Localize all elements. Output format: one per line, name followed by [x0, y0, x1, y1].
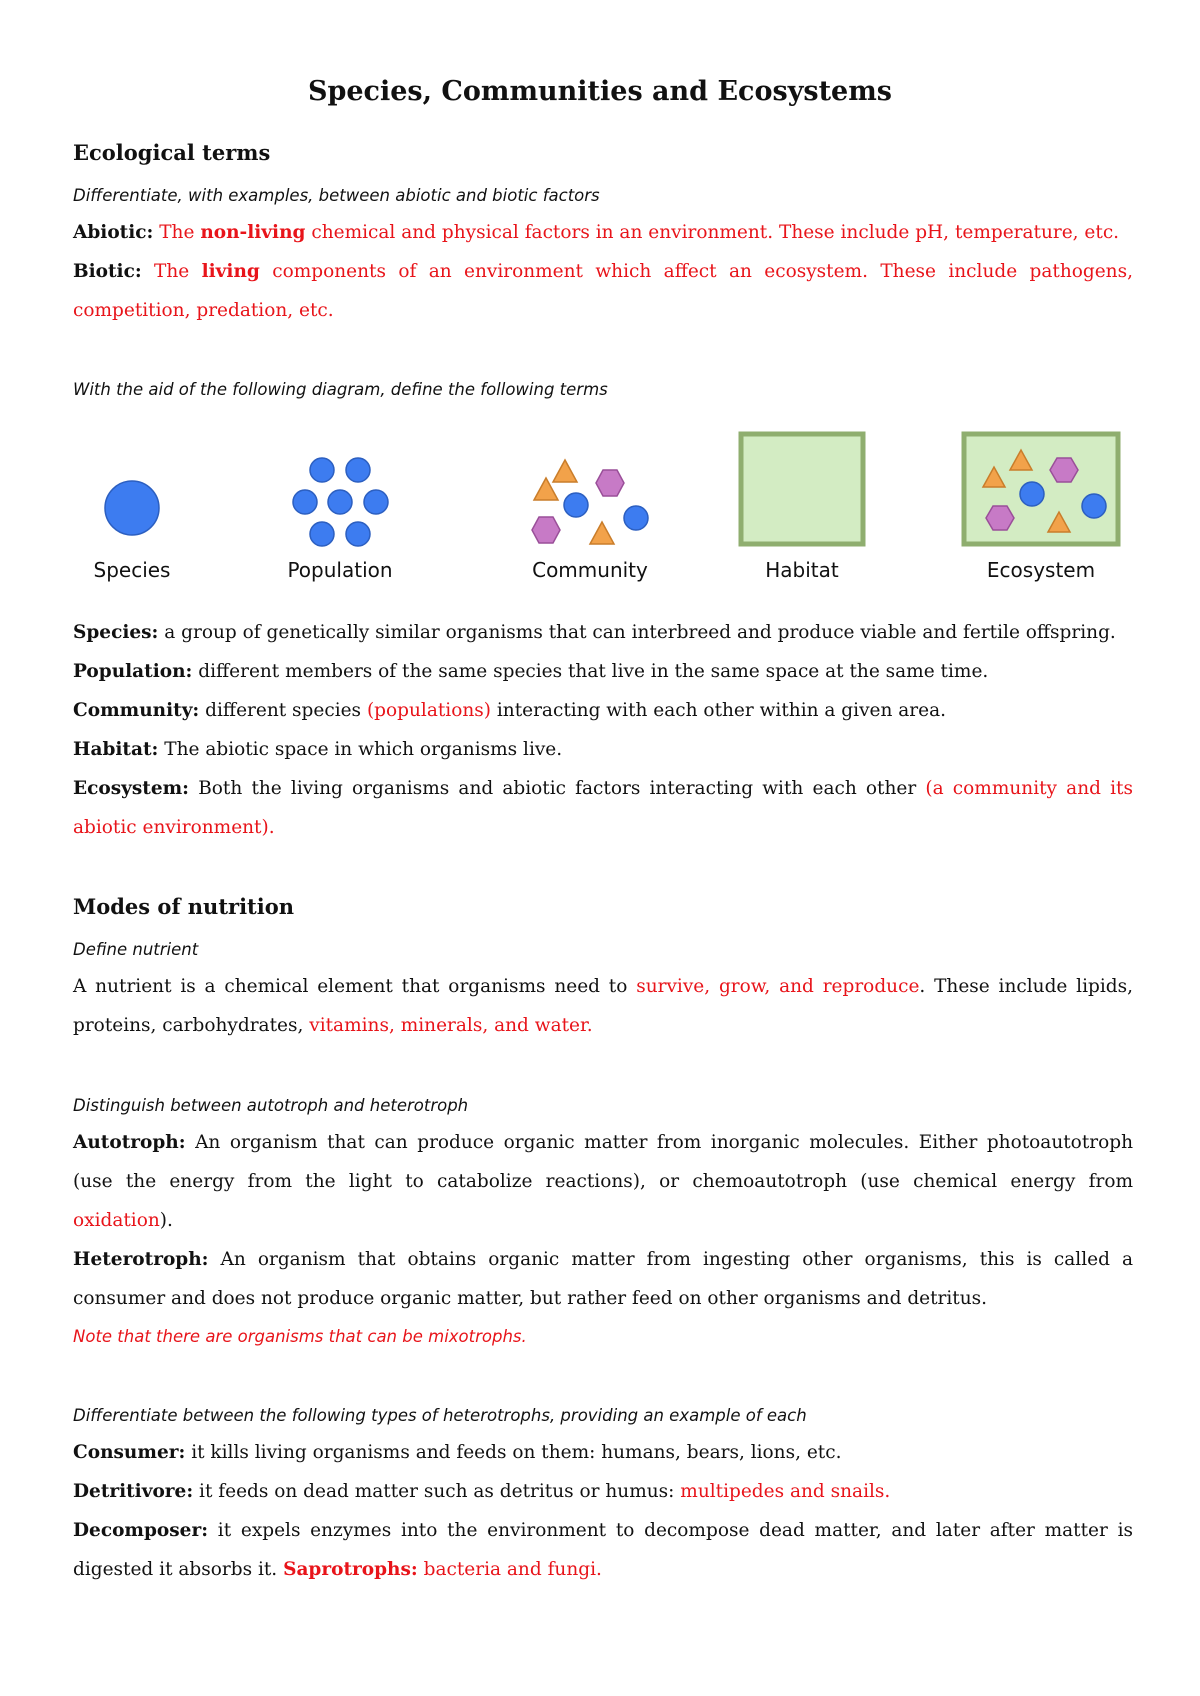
- species-label: Species:: [73, 622, 159, 643]
- biotic-text-a: The: [154, 261, 190, 282]
- question-abiotic-biotic: Differentiate, with examples, between abiotic and biotic factors: [73, 186, 600, 205]
- autotroph-definition-line3: [73, 1210, 1133, 1231]
- abiotic-text-a: The: [159, 222, 195, 243]
- ecosystem-text-a: Both the living organisms and abiotic factors interacting with each other: [198, 778, 917, 799]
- autotroph-definition: [73, 1132, 1133, 1153]
- habitat-box: [741, 434, 863, 544]
- autotroph-definition-line2: (use the energy from the light to catabolize reactions), or chemoautotroph (use chemical energy from: [73, 1171, 1133, 1192]
- abiotic-text-c: chemical and physical factors in an environment. These include pH, temperature, etc.: [311, 222, 1120, 243]
- heading-modes-of-nutrition: Modes of nutrition: [73, 894, 295, 919]
- detritivore-definition: [73, 1481, 1133, 1502]
- autotroph-end: ).: [159, 1210, 173, 1231]
- consumer-label: Consumer:: [73, 1442, 186, 1463]
- nutrient-definition-cont: [73, 1015, 1133, 1036]
- diagram-label-species: Species: [93, 558, 171, 582]
- consumer-definition: [73, 1442, 1133, 1463]
- habitat-definition: [73, 739, 1133, 760]
- autotroph-oxidation: oxidation: [73, 1210, 160, 1231]
- species-definition: [73, 622, 1133, 643]
- autotroph-label: Autotroph:: [73, 1132, 186, 1153]
- detritivore-label: Detritivore:: [73, 1481, 194, 1502]
- population-definition: [73, 661, 1133, 682]
- ecosystem-text-b: (a community and its: [925, 778, 1133, 799]
- decomposer-label: Decomposer:: [73, 1520, 209, 1541]
- question-autotroph-heterotroph: Distinguish between autotroph and heterotroph: [73, 1096, 469, 1115]
- community-text-b: (populations): [366, 700, 491, 721]
- decomposer-definition: [73, 1520, 1133, 1541]
- autotroph-text-a: An organism that can produce organic matter from inorganic molecules. Either photoautotroph: [195, 1132, 1133, 1153]
- abiotic-text-b: non-living: [200, 222, 306, 243]
- ecosystem-definition-cont: abiotic environment).: [73, 817, 275, 838]
- heading-ecological-terms: Ecological terms: [73, 140, 271, 165]
- nutrient-text-b: survive, grow, and reproduce: [636, 976, 920, 997]
- detritivore-examples: multipedes and snails.: [680, 1481, 891, 1502]
- heterotroph-definition: [73, 1249, 1133, 1270]
- question-heterotroph-types: Differentiate between the following types of heterotrophs, providing an example of each: [73, 1406, 807, 1425]
- abiotic-label: Abiotic:: [73, 222, 154, 243]
- diagram-label-community: Community: [532, 558, 648, 582]
- decomposer-definition-line2: [73, 1559, 1133, 1580]
- detritivore-text: it feeds on dead matter such as detritus or humus:: [199, 1481, 675, 1502]
- community-shapes: [532, 460, 648, 544]
- nutrient-definition: [73, 976, 1133, 997]
- heterotroph-text-a: An organism that obtains organic matter from ingesting other organisms, this is called a: [220, 1249, 1133, 1270]
- species-circle: [105, 481, 159, 535]
- nutrient-text-c: . These include lipids,: [919, 976, 1133, 997]
- population-label: Population:: [73, 661, 193, 682]
- biotic-definition-cont: competition, predation, etc.: [73, 300, 334, 321]
- population-text: different members of the same species that live in the same space at the same time.: [198, 661, 989, 682]
- question-diagram: With the aid of the following diagram, define the following terms: [73, 380, 608, 399]
- saprotrophs-examples: bacteria and fungi.: [423, 1559, 602, 1580]
- community-text-c: interacting with each other within a given area.: [496, 700, 946, 721]
- diagram-label-ecosystem: Ecosystem: [986, 558, 1096, 582]
- community-text-a: different species: [205, 700, 362, 721]
- habitat-label: Habitat:: [73, 739, 159, 760]
- community-label: Community:: [73, 700, 200, 721]
- consumer-text: it kills living organisms and feeds on them: humans, bears, lions, etc.: [191, 1442, 842, 1463]
- mixotroph-note: Note that there are organisms that can be mixotrophs.: [73, 1327, 527, 1346]
- question-define-nutrient: Define nutrient: [73, 940, 199, 959]
- nutrient-text-e: vitamins, minerals, and water.: [309, 1015, 593, 1036]
- ecosystem-definition: [73, 778, 1133, 799]
- nutrient-text-d: proteins, carbohydrates,: [73, 1015, 304, 1036]
- heterotroph-label: Heterotroph:: [73, 1249, 209, 1270]
- decomposer-text-b: digested it absorbs it.: [73, 1559, 278, 1580]
- biotic-text-b: living: [201, 261, 260, 282]
- population-circles: [293, 458, 388, 546]
- page-title: Species, Communities and Ecosystems: [307, 76, 893, 107]
- biotic-text-c: components of an environment which affect an ecosystem. These include pathogens,: [272, 261, 1133, 282]
- community-definition: [73, 700, 1133, 721]
- diagram-label-habitat: Habitat: [765, 558, 839, 582]
- heterotroph-definition-line2: consumer and does not produce organic matter, but rather feed on other organisms and detritus.: [73, 1288, 988, 1309]
- species-text: a group of genetically similar organisms that can interbreed and produce viable and fertile offspring.: [164, 622, 1116, 643]
- habitat-text: The abiotic space in which organisms live.: [164, 739, 563, 760]
- decomposer-text-a: it expels enzymes into the environment to decompose dead matter, and later after matter is: [217, 1520, 1133, 1541]
- biotic-label: Biotic:: [73, 261, 142, 282]
- ecosystem-label: Ecosystem:: [73, 778, 190, 799]
- diagram-label-population: Population: [287, 558, 393, 582]
- nutrient-text-a: A nutrient is a chemical element that organisms need to: [73, 976, 628, 997]
- saprotrophs-label: Saprotrophs:: [283, 1559, 418, 1580]
